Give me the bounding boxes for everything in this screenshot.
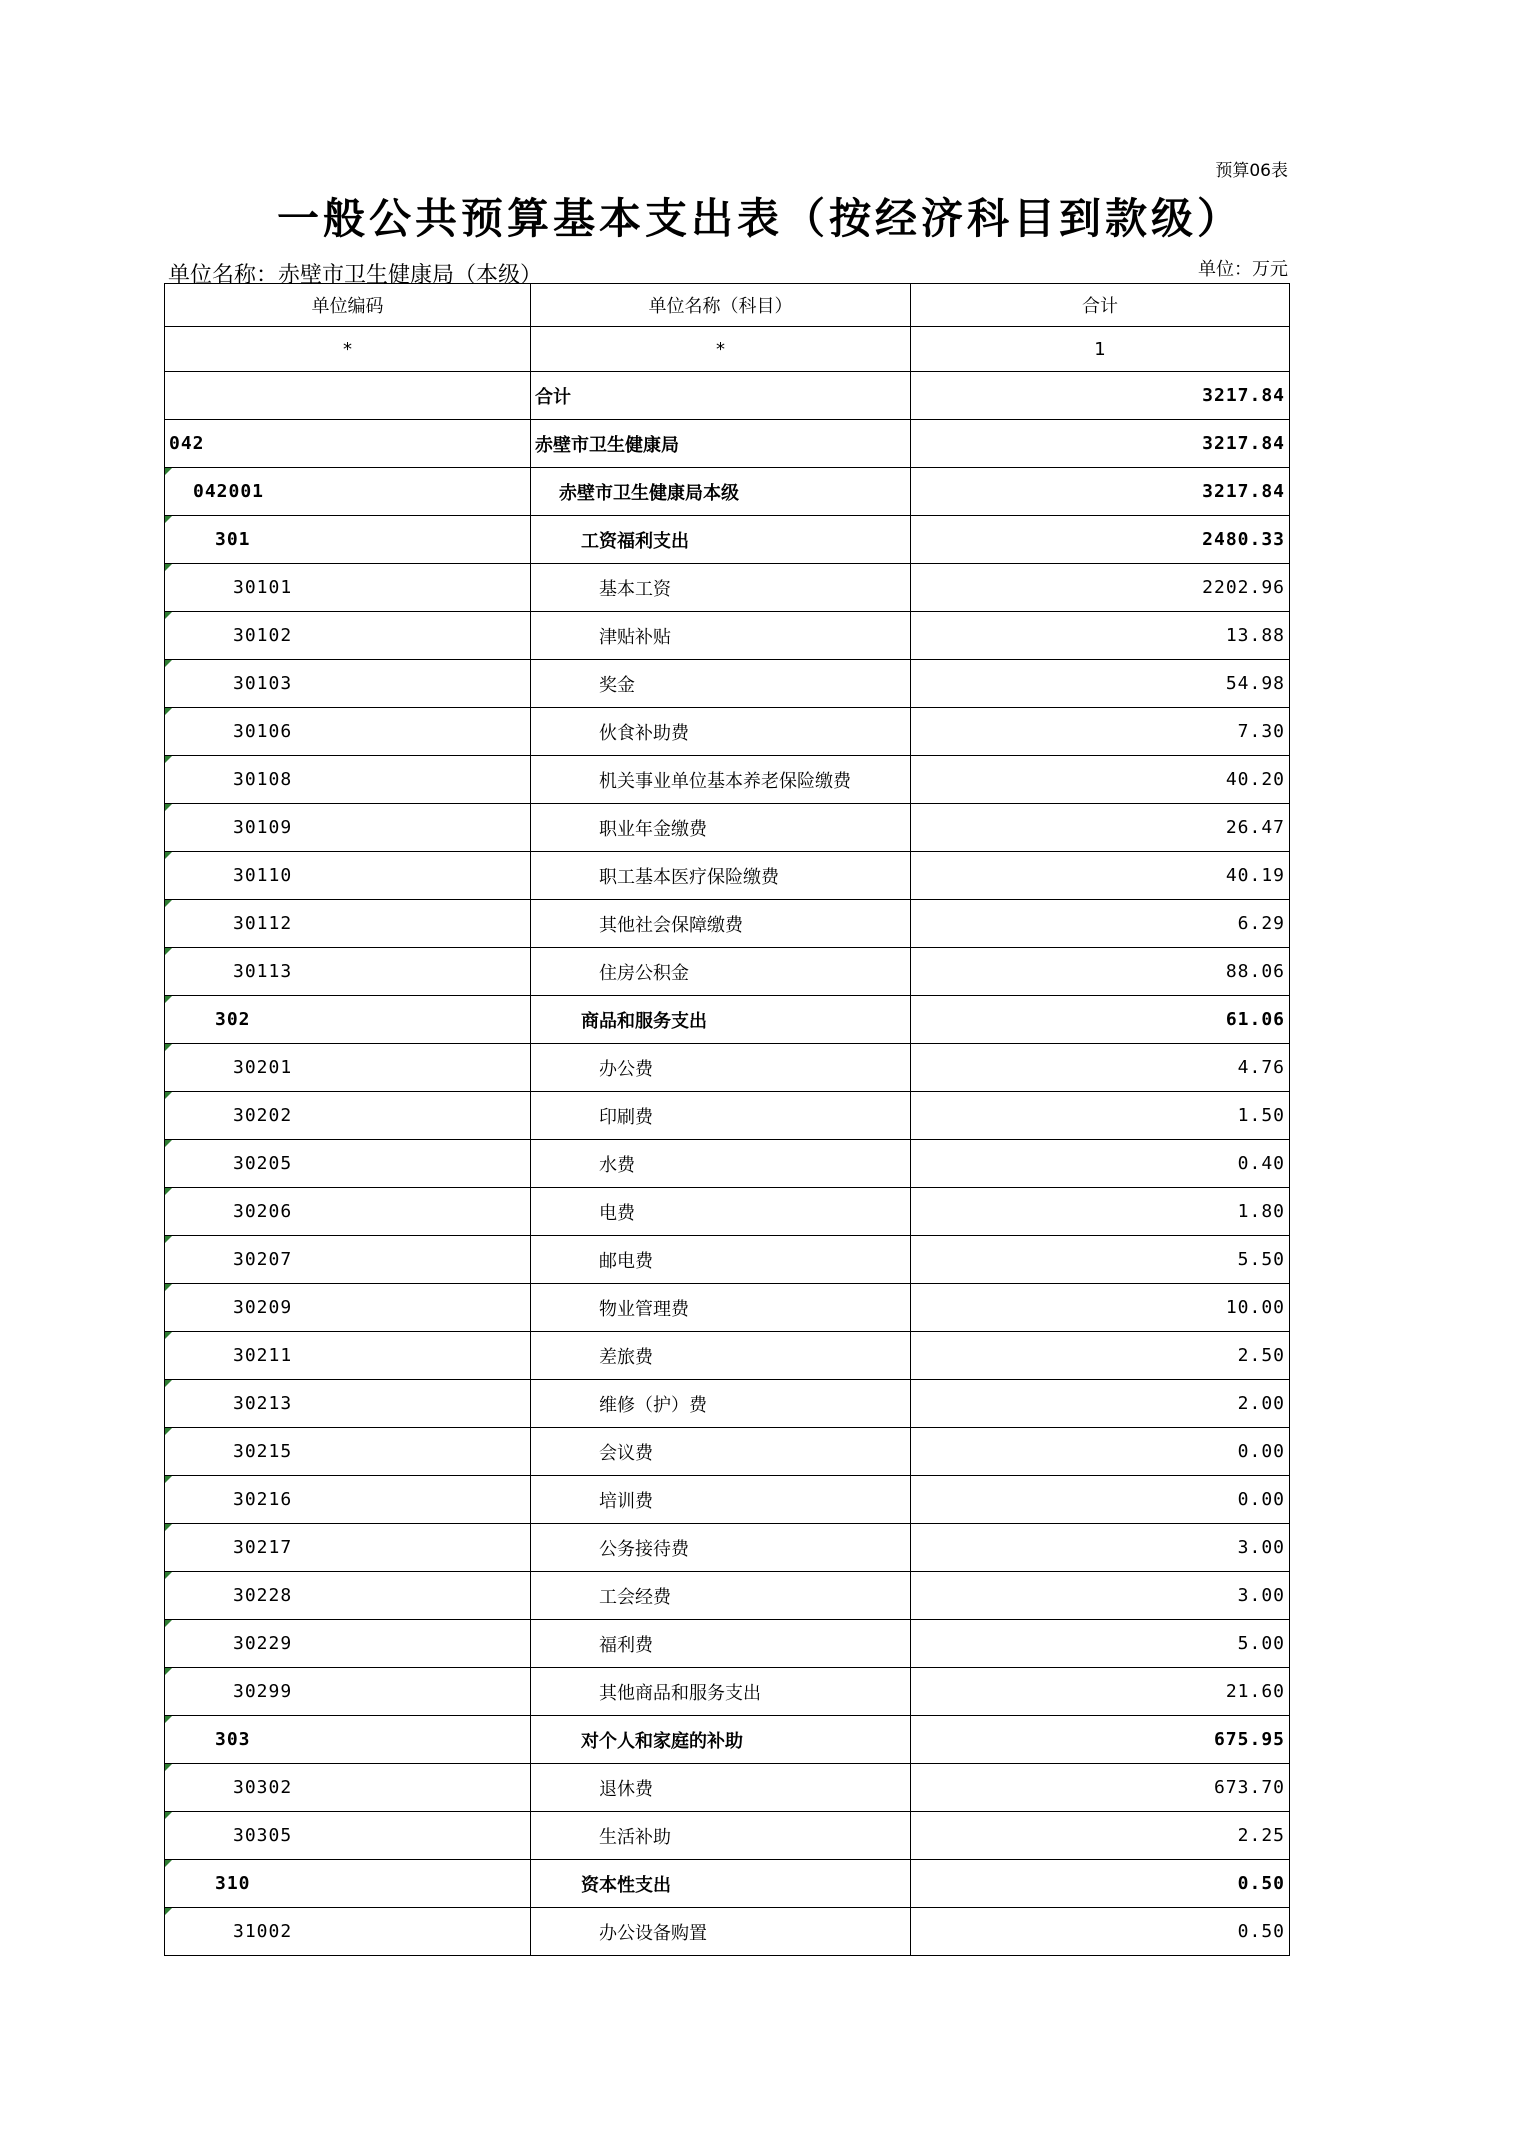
row-total: 3217.84 — [911, 420, 1290, 468]
table-row — [165, 1908, 1290, 1956]
row-name: 其他商品和服务支出 — [531, 1668, 911, 1716]
subheader-code: * — [165, 327, 531, 372]
table-row — [165, 660, 1290, 708]
row-name: 职工基本医疗保险缴费 — [531, 852, 911, 900]
row-code: 30228 — [165, 1572, 531, 1620]
row-name: 赤壁市卫生健康局本级 — [531, 468, 911, 516]
page-title: 一般公共预算基本支出表（按经济科目到款级） — [276, 194, 1243, 243]
row-name: 津贴补贴 — [531, 612, 911, 660]
table-row — [165, 516, 1290, 564]
table-row — [165, 1716, 1290, 1764]
table-row — [165, 1188, 1290, 1236]
table-row — [165, 1332, 1290, 1380]
table-row — [165, 1140, 1290, 1188]
row-name: 退休费 — [531, 1764, 911, 1812]
row-code: 302 — [165, 996, 531, 1044]
table-row — [165, 1524, 1290, 1572]
row-code: 30213 — [165, 1380, 531, 1428]
row-code: 042001 — [165, 468, 531, 516]
subheader-name: * — [531, 327, 911, 372]
row-code: 30217 — [165, 1524, 531, 1572]
row-total: 0.40 — [911, 1140, 1290, 1188]
row-code: 30108 — [165, 756, 531, 804]
row-total: 3217.84 — [911, 468, 1290, 516]
table-body — [165, 372, 1290, 1956]
row-name: 会议费 — [531, 1428, 911, 1476]
table-row — [165, 1428, 1290, 1476]
row-total: 673.70 — [911, 1764, 1290, 1812]
table-row — [165, 708, 1290, 756]
row-code: 30106 — [165, 708, 531, 756]
row-total: 3217.84 — [911, 372, 1290, 420]
table-row — [165, 1572, 1290, 1620]
table-row — [165, 996, 1290, 1044]
unit-label: 单位：万元 — [1198, 259, 1288, 280]
row-total: 5.50 — [911, 1236, 1290, 1284]
row-name: 邮电费 — [531, 1236, 911, 1284]
row-code — [165, 372, 531, 420]
row-code: 30302 — [165, 1764, 531, 1812]
row-total: 61.06 — [911, 996, 1290, 1044]
row-total: 13.88 — [911, 612, 1290, 660]
row-code: 30305 — [165, 1812, 531, 1860]
row-total: 0.50 — [911, 1908, 1290, 1956]
subheader-total: 1 — [911, 327, 1290, 372]
row-name: 工资福利支出 — [531, 516, 911, 564]
row-name: 其他社会保障缴费 — [531, 900, 911, 948]
table-row — [165, 900, 1290, 948]
header-name: 单位名称（科目） — [531, 284, 911, 327]
row-total: 2.25 — [911, 1812, 1290, 1860]
table-row — [165, 804, 1290, 852]
row-name: 工会经费 — [531, 1572, 911, 1620]
row-name: 基本工资 — [531, 564, 911, 612]
row-code: 30206 — [165, 1188, 531, 1236]
row-name: 对个人和家庭的补助 — [531, 1716, 911, 1764]
row-total: 1.80 — [911, 1188, 1290, 1236]
table-row — [165, 612, 1290, 660]
row-code: 30216 — [165, 1476, 531, 1524]
budget-table — [164, 283, 1290, 1956]
table-subheader-row — [165, 327, 1290, 372]
row-code: 30113 — [165, 948, 531, 996]
row-name: 福利费 — [531, 1620, 911, 1668]
row-code: 30209 — [165, 1284, 531, 1332]
table-row — [165, 420, 1290, 468]
row-code: 303 — [165, 1716, 531, 1764]
row-name: 公务接待费 — [531, 1524, 911, 1572]
row-name: 维修（护）费 — [531, 1380, 911, 1428]
row-code: 30299 — [165, 1668, 531, 1716]
row-name: 住房公积金 — [531, 948, 911, 996]
row-name: 物业管理费 — [531, 1284, 911, 1332]
table-row — [165, 1236, 1290, 1284]
row-name: 差旅费 — [531, 1332, 911, 1380]
row-name: 职业年金缴费 — [531, 804, 911, 852]
row-name: 办公设备购置 — [531, 1908, 911, 1956]
table-row — [165, 468, 1290, 516]
row-total: 2202.96 — [911, 564, 1290, 612]
row-total: 21.60 — [911, 1668, 1290, 1716]
table-row — [165, 948, 1290, 996]
row-total: 40.19 — [911, 852, 1290, 900]
row-code: 310 — [165, 1860, 531, 1908]
row-code: 30205 — [165, 1140, 531, 1188]
row-total: 2480.33 — [911, 516, 1290, 564]
table-row — [165, 1668, 1290, 1716]
row-code: 30201 — [165, 1044, 531, 1092]
row-name: 印刷费 — [531, 1092, 911, 1140]
table-row — [165, 372, 1290, 420]
row-code: 30202 — [165, 1092, 531, 1140]
row-total: 675.95 — [911, 1716, 1290, 1764]
table-row — [165, 1620, 1290, 1668]
row-name: 奖金 — [531, 660, 911, 708]
row-code: 30109 — [165, 804, 531, 852]
row-name: 伙食补助费 — [531, 708, 911, 756]
table-row — [165, 1860, 1290, 1908]
row-total: 0.00 — [911, 1428, 1290, 1476]
row-total: 40.20 — [911, 756, 1290, 804]
row-code: 30102 — [165, 612, 531, 660]
table-header-row — [165, 284, 1290, 327]
row-total: 26.47 — [911, 804, 1290, 852]
row-code: 31002 — [165, 1908, 531, 1956]
row-name: 电费 — [531, 1188, 911, 1236]
row-total: 2.50 — [911, 1332, 1290, 1380]
row-code: 30215 — [165, 1428, 531, 1476]
row-name: 水费 — [531, 1140, 911, 1188]
row-name: 赤壁市卫生健康局 — [531, 420, 911, 468]
row-code: 30112 — [165, 900, 531, 948]
table-row — [165, 756, 1290, 804]
table-row — [165, 564, 1290, 612]
header-total: 合计 — [911, 284, 1290, 327]
row-code: 30101 — [165, 564, 531, 612]
row-total: 4.76 — [911, 1044, 1290, 1092]
header-code: 单位编码 — [165, 284, 531, 327]
row-total: 3.00 — [911, 1524, 1290, 1572]
row-code: 30103 — [165, 660, 531, 708]
table-row — [165, 1812, 1290, 1860]
row-code: 30229 — [165, 1620, 531, 1668]
row-name: 机关事业单位基本养老保险缴费 — [531, 756, 911, 804]
table-row — [165, 1476, 1290, 1524]
row-code: 30211 — [165, 1332, 531, 1380]
row-total: 54.98 — [911, 660, 1290, 708]
row-total: 3.00 — [911, 1572, 1290, 1620]
row-code: 301 — [165, 516, 531, 564]
table-row — [165, 1284, 1290, 1332]
row-name: 资本性支出 — [531, 1860, 911, 1908]
row-name: 培训费 — [531, 1476, 911, 1524]
row-total: 7.30 — [911, 708, 1290, 756]
table-row — [165, 852, 1290, 900]
row-name: 商品和服务支出 — [531, 996, 911, 1044]
row-code: 042 — [165, 420, 531, 468]
row-total: 5.00 — [911, 1620, 1290, 1668]
table-row — [165, 1092, 1290, 1140]
form-number: 预算06表 — [1215, 161, 1288, 181]
row-name: 办公费 — [531, 1044, 911, 1092]
row-total: 10.00 — [911, 1284, 1290, 1332]
table-row — [165, 1380, 1290, 1428]
row-total: 0.00 — [911, 1476, 1290, 1524]
table-row — [165, 1044, 1290, 1092]
row-total: 0.50 — [911, 1860, 1290, 1908]
unit-name: 单位名称：赤壁市卫生健康局（本级） — [168, 263, 543, 288]
row-name: 合计 — [531, 372, 911, 420]
row-code: 30207 — [165, 1236, 531, 1284]
row-total: 1.50 — [911, 1092, 1290, 1140]
row-total: 88.06 — [911, 948, 1290, 996]
row-total: 2.00 — [911, 1380, 1290, 1428]
row-name: 生活补助 — [531, 1812, 911, 1860]
table-row — [165, 1764, 1290, 1812]
row-code: 30110 — [165, 852, 531, 900]
row-total: 6.29 — [911, 900, 1290, 948]
